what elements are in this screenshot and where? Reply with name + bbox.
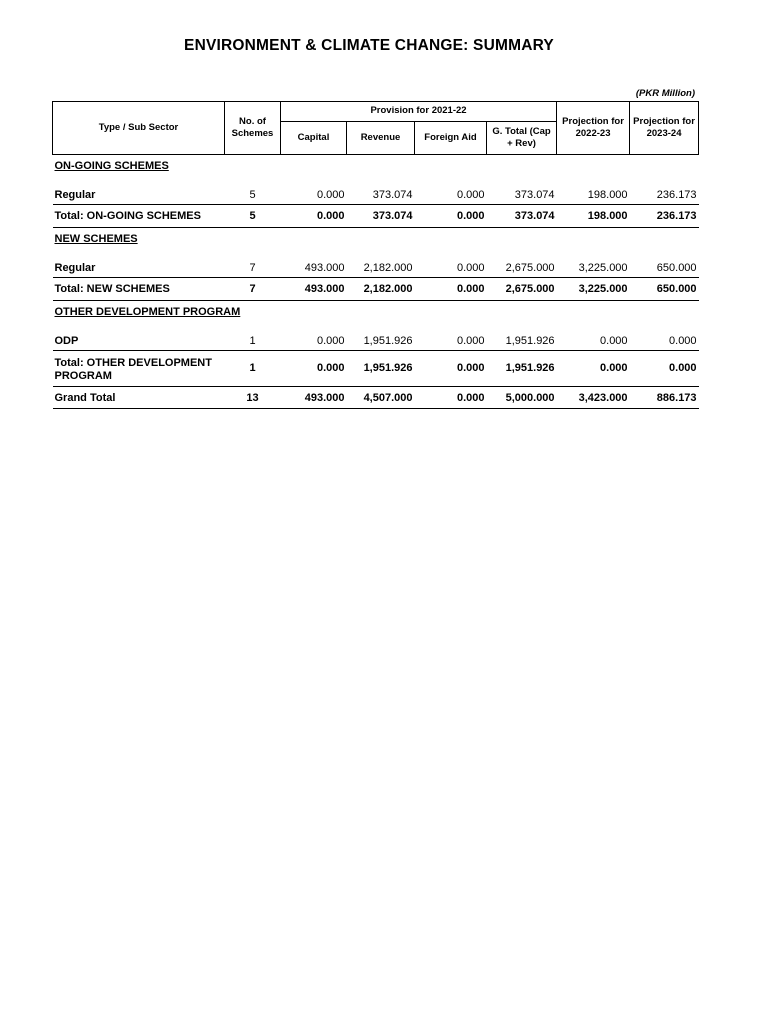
row-label: Total: NEW SCHEMES (53, 278, 225, 301)
cell-capital: 0.000 (281, 351, 347, 387)
cell-foreign-aid: 0.000 (456, 262, 485, 274)
cell-schemes: 5 (225, 205, 281, 228)
cell-schemes: 13 (225, 387, 281, 409)
cell-projection-2: 886.173 (630, 387, 699, 409)
cell-projection-1: 3,225.000 (578, 262, 628, 274)
cell-projection-1: 3,225.000 (557, 278, 630, 301)
section-title: NEW SCHEMES (54, 233, 138, 245)
row-label: Total: OTHER DEVELOPMENT PROGRAM (53, 351, 225, 387)
cell-projection-1: 0.000 (557, 351, 630, 387)
cell-grand-total: 2,675.000 (487, 278, 557, 301)
cell-capital: 0.000 (316, 189, 345, 201)
header-revenue: Revenue (347, 122, 415, 155)
cell-revenue: 2,182.000 (363, 262, 413, 274)
cell-schemes: 1 (249, 335, 256, 347)
section-title: ON-GOING SCHEMES (54, 160, 169, 172)
unit-note: (PKR Million) (635, 88, 695, 99)
cell-grand-total: 373.074 (487, 205, 557, 228)
cell-foreign-aid: 0.000 (415, 278, 487, 301)
cell-revenue: 2,182.000 (347, 278, 415, 301)
cell-grand-total: 5,000.000 (487, 387, 557, 409)
total-row (53, 278, 699, 301)
row-label: Regular (54, 189, 96, 201)
header-capital: Capital (281, 122, 347, 155)
cell-revenue: 1,951.926 (347, 351, 415, 387)
cell-foreign-aid: 0.000 (456, 189, 485, 201)
page-title: ENVIRONMENT & CLIMATE CHANGE: SUMMARY (184, 37, 554, 54)
cell-projection-2: 650.000 (630, 278, 699, 301)
table-row (53, 250, 699, 278)
cell-capital: 0.000 (281, 205, 347, 228)
cell-projection-2: 236.173 (630, 205, 699, 228)
cell-projection-1: 3,423.000 (557, 387, 630, 409)
table-row (53, 177, 699, 205)
row-label: Grand Total (53, 387, 225, 409)
cell-schemes: 7 (225, 278, 281, 301)
header-projection-2023-24: Projection for 2023-24 (630, 102, 699, 155)
grand-total-row (53, 387, 699, 409)
cell-foreign-aid: 0.000 (415, 351, 487, 387)
cell-grand-total: 1,951.926 (505, 335, 555, 347)
row-label: Regular (54, 262, 96, 274)
cell-revenue: 373.074 (372, 189, 413, 201)
cell-capital: 493.000 (304, 262, 345, 274)
cell-schemes: 7 (249, 262, 256, 274)
cell-revenue: 1,951.926 (363, 335, 413, 347)
cell-foreign-aid: 0.000 (456, 335, 485, 347)
cell-projection-2: 0.000 (669, 335, 697, 347)
cell-capital: 493.000 (281, 278, 347, 301)
header-projection-2022-23: Projection for 2022-23 (557, 102, 630, 155)
cell-projection-2: 650.000 (656, 262, 697, 274)
cell-capital: 0.000 (316, 335, 345, 347)
cell-grand-total: 373.074 (514, 189, 555, 201)
cell-projection-1: 198.000 (587, 189, 628, 201)
row-label: ODP (54, 335, 79, 347)
header-schemes: No. of Schemes (225, 102, 281, 155)
section-header-row (53, 228, 699, 251)
cell-grand-total: 2,675.000 (505, 262, 555, 274)
header-type: Type / Sub Sector (53, 102, 225, 155)
cell-revenue: 373.074 (347, 205, 415, 228)
cell-foreign-aid: 0.000 (415, 205, 487, 228)
total-row (53, 205, 699, 228)
section-header-row (53, 301, 699, 324)
cell-projection-2: 236.173 (656, 189, 697, 201)
total-row (53, 351, 699, 387)
cell-revenue: 4,507.000 (347, 387, 415, 409)
header-provision: Provision for 2021-22 (281, 102, 557, 122)
cell-schemes: 5 (249, 189, 256, 201)
summary-table (52, 101, 699, 409)
table-row (53, 323, 699, 351)
row-label: Total: ON-GOING SCHEMES (53, 205, 225, 228)
cell-projection-1: 198.000 (557, 205, 630, 228)
cell-foreign-aid: 0.000 (415, 387, 487, 409)
cell-grand-total: 1,951.926 (487, 351, 557, 387)
header-grand-total: G. Total (Cap + Rev) (487, 122, 557, 155)
cell-projection-1: 0.000 (600, 335, 628, 347)
cell-schemes: 1 (225, 351, 281, 387)
section-title: OTHER DEVELOPMENT PROGRAM (54, 306, 241, 318)
section-header-row (53, 155, 699, 178)
cell-projection-2: 0.000 (630, 351, 699, 387)
header-foreign-aid: Foreign Aid (415, 122, 487, 155)
cell-capital: 493.000 (281, 387, 347, 409)
